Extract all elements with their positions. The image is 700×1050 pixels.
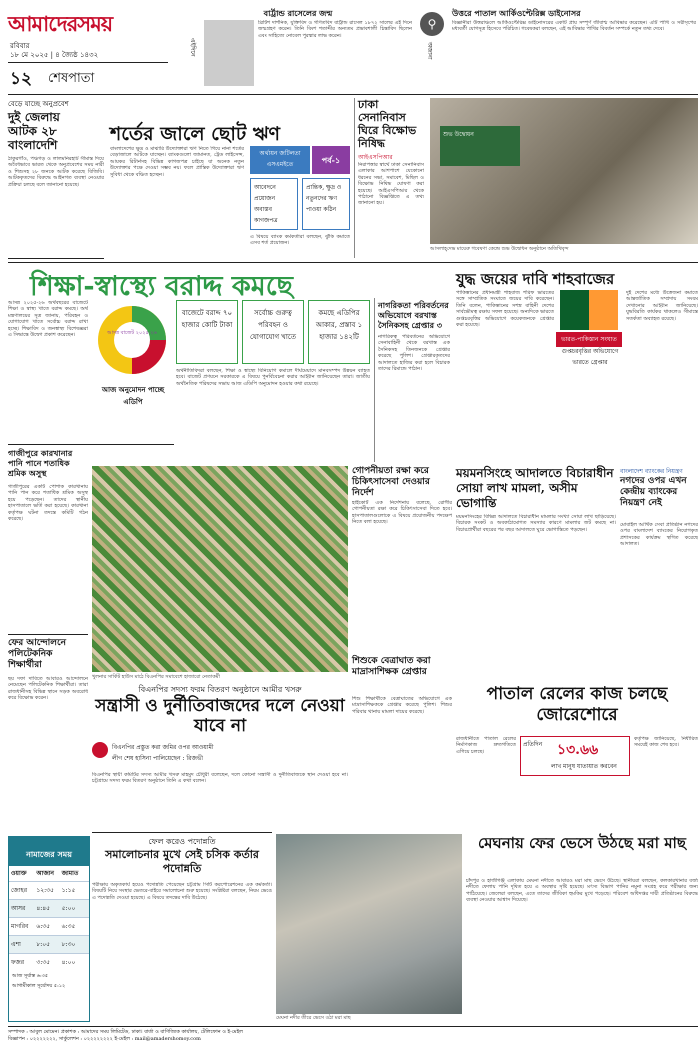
metro-stat-value: ১৩.৬৬ — [557, 742, 599, 758]
critic-kicker: ফেল করেও পদোন্নতি — [148, 837, 216, 846]
quote-icon — [92, 742, 108, 758]
dino-title: উত্তরে পাতাল আর্কিওপ্টেরিক্স ডাইনোসর — [452, 8, 581, 18]
prayer-cell: ৪:৪৫ — [36, 905, 51, 912]
prayer-col-3: জামাত — [61, 870, 79, 877]
prayer-cell: ৩:৩৫ — [36, 959, 51, 966]
prayer-cell: মাগরিব — [11, 923, 29, 930]
critic-body: পরীক্ষায় অকৃতকার্য হয়েও পদোন্নতি পেয়েছেন চট্টগ্রাম সিটি করপোরেশনের এক কর্মকর্তা। বিষয়টি নিয়ে সংস্থার ভেতরে-বাইরে সমালোচনা শুরু হয়েছে। সংশ্লিষ্টরা বলছেন, নিয়ম ভেঙে এ পদোন্নতি দেওয়া হয়েছে। এ বিষয়ে তদন্তের দাবি উঠেছে। — [92, 882, 272, 901]
rule — [8, 258, 104, 259]
rally-photo-caption: খুলনার সার্কিট হাউস মাঠে বিএনপির সমাবেশে হাজারো নেতাকর্মী — [92, 674, 220, 680]
russell-label: এইদিনে — [189, 38, 196, 57]
prayer-col-1: ওয়াক্ত — [11, 870, 27, 877]
fish-photo — [276, 834, 462, 1014]
prayer-row — [9, 881, 89, 899]
prayer-cell: ৮:০৫ — [36, 941, 51, 948]
prayer-cell: ১:১৫ — [61, 887, 76, 894]
prayer-cell: ফজর — [11, 959, 25, 966]
loan-box-2: প্রান্তিক, ক্ষুদ্র ও নতুনদের ঋণ পাওয়া কঠিন — [302, 178, 350, 230]
budget-box-1: বাজেটে বরাদ্দ ৭০ হাজার কোটি টাকা — [176, 300, 238, 364]
prayer-row — [9, 917, 89, 935]
top-rule — [8, 94, 698, 95]
gazipur-body: গাজীপুরের একটি পোশাক কারখানায় পানি পান করে শতাধিক শ্রমিক অসুস্থ হয়ে পড়েছেন। তাদের স্থানীয় হাসপাতালে ভর্তি করা হয়েছে। কারখানা কর্তৃপক্ষ ঘটনা তদন্তে কমিটি গঠন করেছে। — [8, 484, 88, 523]
cantonment-byline: আইএসপিআর — [358, 154, 393, 161]
issue-date: ১৮ মে ২০২৫ | ৪ জ্যৈষ্ঠ ১৪৩২ — [10, 51, 99, 59]
prayer-times-box — [8, 836, 90, 1022]
polytechnic-body: ছয় দফা দাবিতে আবারও আন্দোলনে নেমেছেন পলিটেকনিক শিক্ষার্থীরা। তারা রাজধানীসহ বিভিন্ন স্থানে সড়ক অবরোধ করে বিক্ষোভ করেন। — [8, 676, 88, 702]
bnp-quote: বিএনপির প্রস্তুত করা জমির ওপর আওয়ামী লীগ শেষ হাসিনা পালিয়েছেন : রিজভী — [112, 744, 214, 762]
prayer-times-rows — [9, 881, 89, 971]
bank-kicker: বাংলাদেশ ব্যাংকের নিয়ন্ত্রণ — [620, 468, 683, 475]
left-column: বেড়ে যাচ্ছে অনুপ্রবেশ দুই জেলায় আটক ২৮ বাংলাদেশি ঠাকুরগাঁও, পঞ্চগড় ও লালমনিরহাট সীমান্ত দিয়ে অবৈধভাবে ভারত থেকে অনুপ্রবেশের সময় নারী ও শিশুসহ ২৮ জনকে আটক করেছে বিজিবি। আটককৃতদের বিরুদ্ধে আইনগত ব্যবস্থা নেওয়ার প্রক্রিয়া চলছে বলে জানানো হয়েছে। — [8, 100, 104, 188]
event-banner: শুভ উদ্বোধন — [440, 126, 520, 166]
cantonment-headline: ঢাকা সেনানিবাস ঘিরে বিক্ষোভ নিষিদ্ধ — [358, 98, 417, 150]
prayer-cell: এশা — [11, 941, 21, 948]
budget-headline: শিক্ষা-স্বাস্থ্যে বরাদ্দ কমছে — [30, 271, 293, 302]
bnp-headline: সন্ত্রাসী ও দুর্নীতিবাজদের দলে নেওয়া যাবে না — [95, 696, 345, 736]
prayer-cell: আসর — [11, 905, 26, 912]
prayer-cell: ৬:৩৫ — [61, 923, 76, 930]
nagarikata-body: নাগরিকত্ব পরিবর্তনের অভিযোগে সেনাবাহিনী থেকে বরখাস্ত এক সৈনিকসহ তিনজনকে গ্রেপ্তার করেছে পুলিশ। গ্রেপ্তারকৃতদের আদালতে হাজির করা হলে বিচারক তাদের রিমান্ডে পাঠান। — [378, 334, 450, 373]
flags-icon — [560, 290, 618, 330]
prayer-cell: ৬:৩৫ — [36, 923, 51, 930]
loan-body: বাংলাদেশের ক্ষুদ্র ও মাঝারি উদ্যোক্তারা ঋণ নিতে গিয়ে নানা শর্তের বেড়াজালে আটকে যাচ্ছেন। ব্যাংকগুলো জামানত, ট্রেড লাইসেন্স, আয়কর রিটার্নসহ বিভিন্ন কাগজপত্র চাইছে যা অনেক নতুন উদ্যোক্তার পক্ষে দেওয়া সম্ভব নয়। ফলে প্রান্তিক উদ্যোক্তারা ঋণ সুবিধা থেকে বঞ্চিত হচ্ছেন। — [110, 146, 244, 178]
teacher-body: শিশু শিক্ষার্থীকে বেত্রাঘাতের অভিযোগে এক মাদ্রাসাশিক্ষককে গ্রেপ্তার করেছে পুলিশ। শিশুর পরিবার থানায় মামলা দায়ের করেছে। — [352, 696, 452, 715]
shahbaz-series: ভারত-পাকিস্তান সংঘাত — [556, 332, 622, 347]
russell-box — [178, 8, 418, 92]
rule — [92, 832, 272, 833]
event-photo — [430, 98, 698, 244]
footer-rule — [8, 1026, 698, 1027]
divider — [374, 298, 375, 462]
teacher-headline: শিশুকে বেত্রাঘাত করা মাদ্রাসাশিক্ষক গ্রেপ্তার — [352, 656, 431, 677]
budget-body-1: আসন্ন ২০২৫-২৬ অর্থবছরের বাজেটে শিক্ষা ও স্বাস্থ্য খাতে বরাদ্দ কমছে। অর্থ মন্ত্রণালয়ের সূত্র জানায়, পরিবহন ও যোগাযোগ খাতে সর্বোচ্চ বরাদ্দ রাখা হচ্ছে। শিক্ষাবিদ ও জনস্বাস্থ্য বিশেষজ্ঞরা এ সিদ্ধান্তে উদ্বেগ প্রকাশ করেছেন। — [8, 300, 88, 339]
prayer-times-header — [9, 866, 89, 881]
prayer-cell: ১২:৩৫ — [36, 887, 54, 894]
dino-body: বিজ্ঞানীরা উত্তরাঞ্চলে আর্কিওপ্টেরিক্স ডাইনোসরের একটি প্রায় সম্পূর্ণ জীবাশ্ম আবিষ্কার করেছেন। এটি পাখি ও সরীসৃপের মধ্যবর্তী যোগসূত্র হিসেবে পরিচিত। গবেষকরা বলছেন, এই আবিষ্কার পাখির বিবর্তন সম্পর্কে নতুন তথ্য দেবে। — [452, 20, 696, 33]
prayer-row — [9, 935, 89, 953]
page-section: শেষপাতা — [48, 71, 95, 86]
sunset-time: আজ সূর্যাস্ত ৬:৩৫ — [12, 973, 49, 979]
russell-body: ব্রিটিশ দার্শনিক, যুক্তিবিদ ও গণিতবিদ বার্ট্রান্ড রাসেল ১৮৭২ সালের এই দিনে জন্মগ্রহণ করেন। তিনি বিংশ শতাব্দীর অন্যতম প্রভাবশালী চিন্তাবিদ ছিলেন এবং সাহিত্যে নোবেল পুরস্কার লাভ করেন। — [258, 20, 412, 39]
prayer-cell: জোহর — [11, 887, 27, 894]
loan-box-1: আবেদনে প্রয়োজন অবাস্তব কাগজপত্র — [250, 178, 298, 230]
nagarikata-headline: নাগরিকতা পরিবর্তনের অভিযোগে বরখাস্ত সৈনিকসহ গ্রেপ্তার ৩ — [378, 300, 449, 330]
mymensingh-body: ময়মনসিংহের বিভিন্ন আদালতে বিচারাধীন মামলার সংখ্যা সোয়া লাখ ছাড়িয়েছে। বিচারক সংকট ও অবকাঠামোগত সমস্যার কারণে মামলার জট কমছে না। বিচারপ্রার্থীরা বছরের পর বছর আদালতে ঘুরে ভোগান্তিতে পড়ছেন। — [456, 514, 616, 533]
confidential-headline: গোপনীয়তা রক্ষা করে চিকিৎসাসেবা দেওয়ার নির্দেশ — [352, 466, 430, 498]
dino-label: অজানা — [426, 42, 433, 60]
loan-series-tag: অর্থায়ন জটিলতা এসএমইতে — [250, 146, 310, 174]
bank-headline: নগদের ওপর এখন কেন্দ্রীয় ব্যাংকের নিয়ন্ত্রণ নেই — [620, 476, 687, 508]
shahbaz-headline: যুদ্ধ জয়ের দাবি শাহবাজের — [456, 270, 615, 288]
gazipur-kicker: গাজীপুরে কারখানার — [8, 448, 73, 458]
metro-stat-box — [520, 736, 630, 776]
left-kicker: বেড়ে যাচ্ছে অনুপ্রবেশ — [8, 100, 69, 108]
prayer-cell: ৫:০০ — [61, 905, 76, 912]
fish-body: চাঁদপুর ও হাজীগঞ্জ এলাকায় মেঘনা নদীতে আবারও মরা মাছ ভেসে উঠছে। স্থানীয়রা বলছেন, কলকারখানার বর্জ্য নদীতে ফেলায় পানি দূষিত হয়ে এ অবস্থার সৃষ্টি হয়েছে। মৎস্য বিভাগ পানির নমুনা সংগ্রহ করে পরীক্ষার জন্য পাঠিয়েছে। জেলেরা বলছেন, এতে তাদের জীবিকা হুমকির মুখে পড়েছে। পরিবেশ অধিদপ্তর দায়ী প্রতিষ্ঠানের বিরুদ্ধে ব্যবস্থা নেওয়ার আশ্বাস দিয়েছে। — [466, 878, 698, 904]
event-photo-caption: আসলাহ্‌দেভ মায়েরু গবেষণা কেন্দ্রে শুভ উদ্বোধন অনুষ্ঠানে অতিথিবৃন্দ — [430, 246, 569, 252]
masthead-logo: আমাদেরসময় — [8, 11, 113, 36]
left-headline-2: আটক ২৮ — [8, 124, 57, 138]
masthead-rule — [8, 62, 168, 63]
fish-photo-caption: মেঘনা নদীর তীরে ভেসে ওঠা মরা মাছ — [276, 1015, 351, 1021]
shahbaz-sub: গুপ্তচরবৃত্তির অভিযোগে ভারতে গ্রেপ্তার — [561, 348, 619, 366]
rule — [8, 262, 698, 263]
prayer-cell: ৪:০০ — [61, 959, 76, 966]
prayer-times-title: নামাজের সময় — [9, 837, 89, 866]
prayer-row — [9, 953, 89, 971]
left-headline-1: দুই জেলায় — [8, 110, 60, 124]
gazipur-headline — [8, 448, 88, 478]
issue-day: রবিবার — [10, 42, 30, 50]
divider — [354, 98, 355, 258]
budget-pie-icon — [92, 300, 172, 380]
metro-stat-label: প্রতিদিন — [523, 741, 543, 748]
budget-box-3: কমছে এডিপির আকার, প্রস্তাব ১ হাজার ১৪২টি — [308, 300, 370, 364]
masthead-date — [10, 42, 98, 60]
russell-title: বার্ট্রান্ড রাসেলের জন্ম — [263, 8, 333, 18]
prayer-cell: ৮:৩০ — [61, 941, 76, 948]
sunrise-time: আগামীকাল সূর্যোদয় ৫:১২ — [12, 983, 66, 989]
bank-body: মোবাইল আর্থিক সেবা প্রতিষ্ঠান নগদের ওপর বাংলাদেশ ব্যাংকের নিয়োগকৃত প্রশাসকের কার্যক্রম স্থগিত করেছে আদালত। — [620, 522, 698, 548]
budget-box-2: সর্বোচ্চ গুরুত্ব পরিবহন ও যোগাযোগ খাতে — [242, 300, 304, 364]
microscope-icon: ⚲ — [420, 12, 444, 36]
prayer-col-2: আজান — [36, 870, 55, 877]
bnp-kicker: বিএনপির সদস্য ফরম বিতরণ অনুষ্ঠানে আমীর খসরু — [138, 685, 302, 694]
russell-photo — [204, 20, 254, 86]
metro-headline: পাতাল রেলের কাজ চলছে জোরেশোরে — [486, 684, 668, 725]
bnp-body: বিএনপির স্থায়ী কমিটির সদস্য আমীর খসরু মাহমুদ চৌধুরী বলেছেন, দলে কোনো সন্ত্রাসী ও দুর্নীতিবাজকে স্থান দেওয়া হবে না। চট্টগ্রামে সদস্য ফরম বিতরণ অনুষ্ঠানে তিনি এ কথা বলেন। — [92, 772, 348, 785]
mymensingh-headline: ময়মনসিংহে আদালতে বিচারাধীন সোয়া লাখ মামলা, অসীম ভোগান্তি — [456, 466, 614, 510]
page-number: ১২ — [10, 69, 33, 89]
footer-line-1: সম্পাদক : আবুল মোমেন। প্রকাশক : আমাদের সময় লিমিটেড, ঢাকা। বার্তা ও বাণিজ্যিক কার্যালয়, টেলিফোন ও ই-মেইল — [8, 1029, 243, 1035]
rally-photo — [92, 466, 348, 672]
loan-body-2: এ বিষয়ে ব্যাংক কর্মকর্তারা বলছেন, ঝুঁকি কমাতে এসব শর্ত প্রয়োজন। — [250, 234, 350, 247]
loan-headline: শর্তের জালে ছোট ঋণ — [110, 123, 281, 145]
shahbaz-body: পাকিস্তানের প্রধানমন্ত্রী শাহবাজ শরিফ ভারতের সঙ্গে সাম্প্রতিক সংঘাতে জয়ের দাবি করেছেন। তিনি বলেন, পাকিস্তানের সশস্ত্র বাহিনী দেশের সার্বভৌমত্ব রক্ষায় সফল হয়েছে। অন্যদিকে ভারতে গুপ্তচরবৃত্তির অভিযোগে কয়েকজনকে গ্রেপ্তার করা হয়েছে। — [456, 290, 554, 329]
footer — [8, 1029, 698, 1043]
cantonment-body: নিরাপত্তার স্বার্থে ঢাকা সেনানিবাস এলাকার আশপাশে যেকোনো ধরনের সভা, সমাবেশ, মিছিল ও বিক্ষোভ নিষিদ্ধ ঘোষণা করা হয়েছে। আইএসপিআর থেকে পাঠানো বিজ্ঞপ্তিতে এ তথ্য জানানো হয়। — [358, 162, 424, 207]
budget-pie-label: আসন্ন বাজেট ২০২৫-২৬ — [107, 330, 157, 336]
prayer-row — [9, 899, 89, 917]
metro-body-2: কর্তৃপক্ষ জানিয়েছে, নির্ধারিত সময়েই কাজ শেষ হবে। — [634, 736, 698, 749]
loan-series-part: পর্ব-১ — [312, 146, 350, 174]
dino-box — [418, 8, 698, 92]
metro-body-1: রাজধানীতে পাতাল রেলের নির্মাণকাজ দ্রুতগতিতে এগিয়ে চলছে। — [456, 736, 516, 755]
fish-headline: মেঘনায় ফের ভেসে উঠছে মরা মাছ — [478, 834, 686, 852]
left-headline-3: বাংলাদেশি — [8, 138, 58, 152]
critic-headline: সমালোচনার মুখে সেই চসিক কর্তার পদোন্নতি — [105, 848, 259, 875]
shahbaz-body-2: দুই দেশের মধ্যে উত্তেজনা কমাতে আন্তর্জাতিক সম্প্রদায় সংযম দেখানোর আহ্বান জানিয়েছে। যুদ্ধবিরতি কার্যকর থাকলেও সীমান্তে সতর্কতা অব্যাহত রয়েছে। — [626, 290, 698, 322]
gazipur-title: পানি পানে শতাধিক শ্রমিক অসুস্থ — [8, 458, 70, 478]
polytechnic-headline: ফের আন্দোলনে পলিটেকনিক শিক্ষার্থীরা — [8, 638, 66, 670]
budget-note: আজ অনুমোদন পাচ্ছে এডিপি — [101, 385, 165, 406]
budget-body-2: অর্থনীতিবিদরা বলছেন, শিক্ষা ও স্বাস্থ্যে বিনিয়োগ কমালে দীর্ঘমেয়াদে মানবসম্পদ উন্নয়ন ব্যাহত হবে। বাজেট প্রণয়নে সরকারকে এ বিষয়ে পুনর্বিবেচনা করার আহ্বান জানিয়েছেন তারা। জাতীয় অর্থনৈতিক পরিষদের সভায় আজ এডিপি অনুমোদন হওয়ার কথা রয়েছে। — [176, 368, 370, 387]
confidential-body: হাইকোর্ট এক নির্দেশনায় বলেছে, রোগীর গোপনীয়তা রক্ষা করে চিকিৎসাসেবা দিতে হবে। হাসপাতালগুলোকে এ বিষয়ে প্রয়োজনীয় পদক্ষেপ নিতে বলা হয়েছে। — [352, 500, 452, 526]
footer-line-2: বিজ্ঞাপন : ০২২২২২২২, সার্কুলেশন : ০২২২২২২২২ ই-মেইল : mail@amadershomoy.com — [8, 1036, 201, 1042]
metro-stat-text: লাখ মানুষ যাতায়াত করবেন — [551, 763, 617, 770]
rule — [8, 634, 88, 635]
rule — [8, 444, 174, 445]
